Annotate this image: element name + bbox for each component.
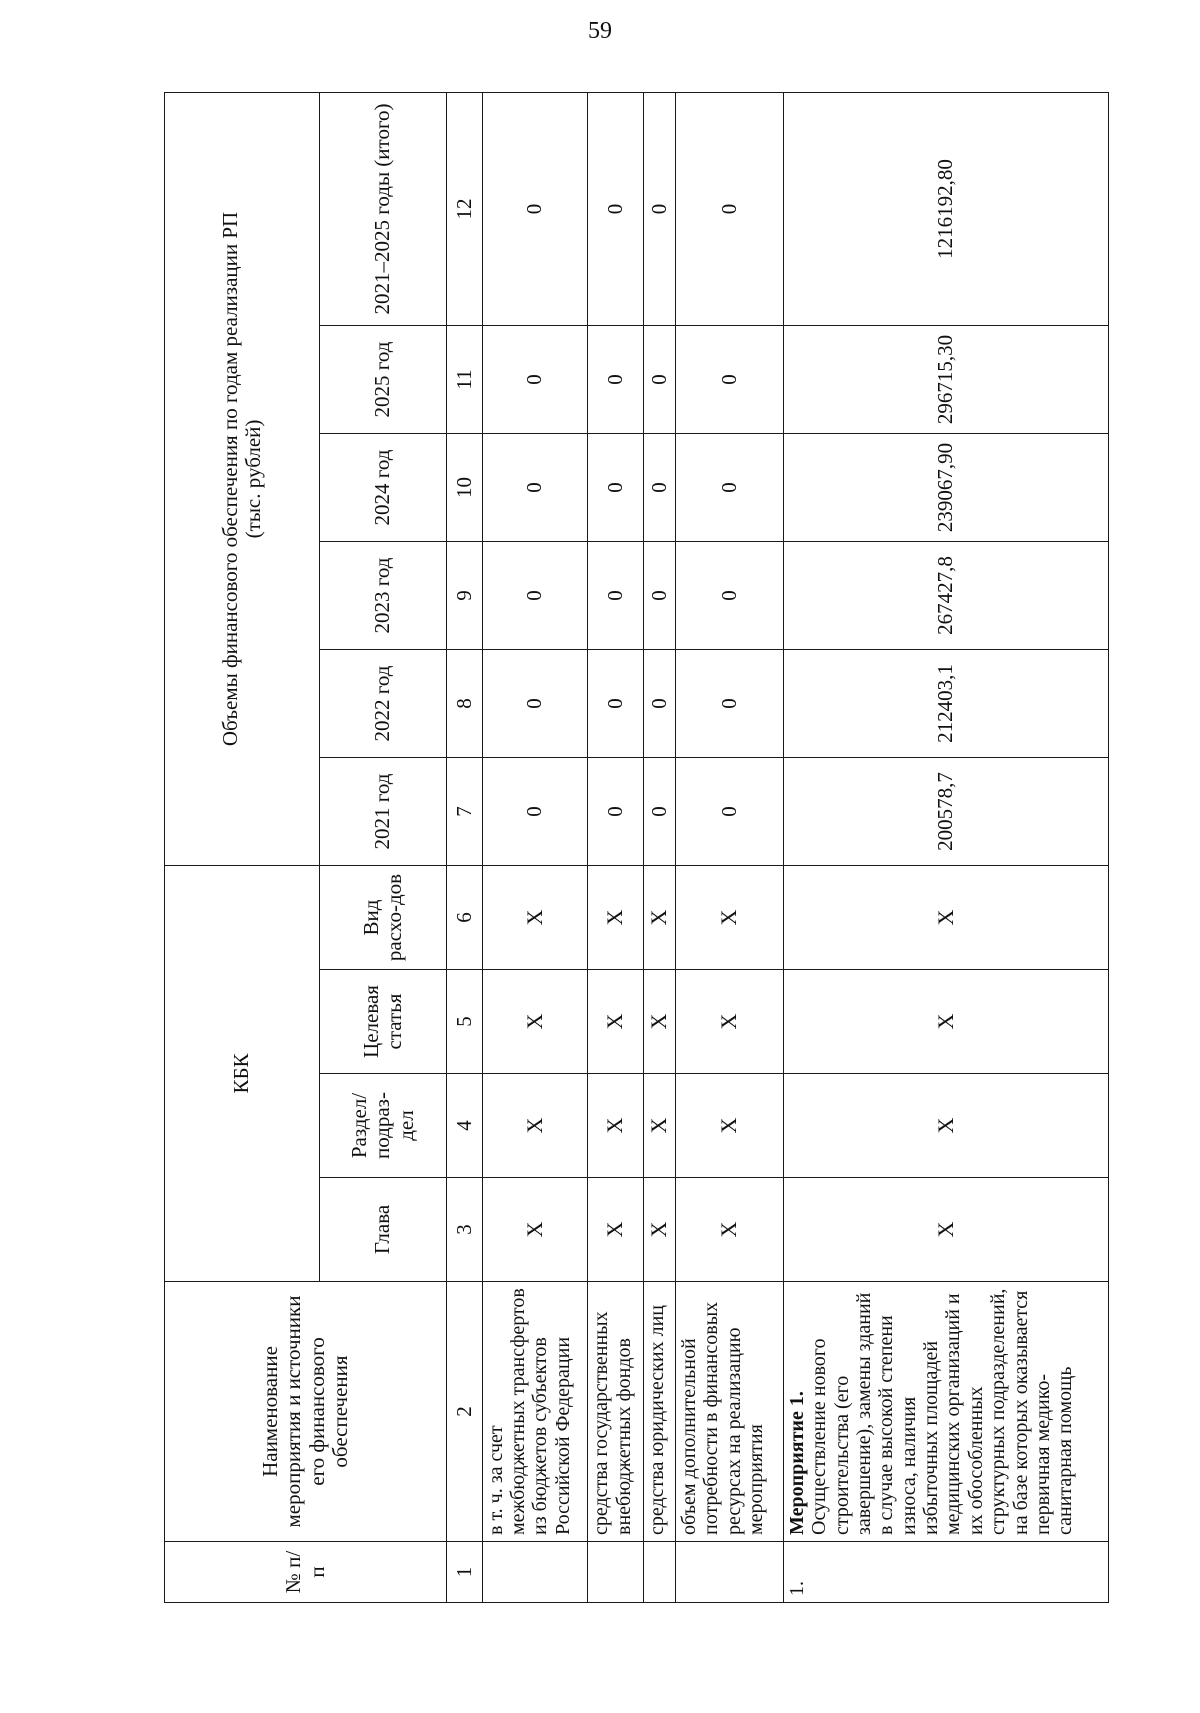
table-row: [588, 92, 644, 1602]
header-row-top: [165, 92, 320, 1602]
row-glava: X: [676, 1178, 784, 1282]
header-col-no: № п/п: [165, 1542, 447, 1603]
row-no: [588, 1542, 644, 1603]
col-number: 2: [447, 1282, 483, 1542]
rotated-table-container: [164, 93, 1109, 1603]
row-razdel: X: [482, 1074, 588, 1178]
col-number: 8: [447, 649, 483, 757]
row-no: [676, 1542, 784, 1603]
row-total: 0: [588, 92, 644, 325]
table-row: [676, 92, 784, 1602]
row-vid: X: [482, 865, 588, 969]
header-kbk-vid: Вид расхо-дов: [320, 865, 447, 969]
col-number: 4: [447, 1074, 483, 1178]
header-year-2024: 2024 год: [320, 433, 447, 541]
col-number: 12: [447, 92, 483, 325]
measure-y2023: 267427,8: [783, 541, 1108, 649]
row-name: средства государственных внебюджетных фондов: [588, 1282, 644, 1542]
measure-y2022: 212403,1: [783, 649, 1108, 757]
row-glava: X: [482, 1178, 588, 1282]
row-total: 0: [644, 92, 676, 325]
row-y2024: 0: [482, 433, 588, 541]
row-y2022: 0: [676, 649, 784, 757]
header-kbk-razdel: Раздел/ подраз-дел: [320, 1074, 447, 1178]
row-y2023: 0: [588, 541, 644, 649]
measure-text: Осуществление нового строительства (его завершение), замены зданий в случае высокой степени износа, наличия избыточных площадей медицинских организаций и их обособленных структурных подразделений, на базе которых оказывается первичная медико-санитарная помощь: [808, 1288, 1077, 1535]
row-y2024: 0: [676, 433, 784, 541]
measure-statya: X: [783, 970, 1108, 1074]
row-y2023: 0: [644, 541, 676, 649]
col-number: 6: [447, 865, 483, 969]
header-year-2022: 2022 год: [320, 649, 447, 757]
row-vid: X: [588, 865, 644, 969]
header-funding: [165, 92, 320, 865]
row-vid: X: [676, 865, 784, 969]
table-row: [482, 92, 588, 1602]
row-y2024: 0: [644, 433, 676, 541]
header-total: 2021–2025 годы (итого): [320, 92, 447, 325]
header-kbk: КБК: [165, 865, 320, 1281]
row-statya: X: [482, 970, 588, 1074]
page-number: 59: [588, 18, 612, 44]
row-vid: X: [644, 865, 676, 969]
header-year-2023: 2023 год: [320, 541, 447, 649]
row-razdel: X: [676, 1074, 784, 1178]
row-glava: X: [588, 1178, 644, 1282]
measure-razdel: X: [783, 1074, 1108, 1178]
row-y2022: 0: [482, 649, 588, 757]
row-razdel: X: [644, 1074, 676, 1178]
row-total: 0: [482, 92, 588, 325]
measure-total: 1216192,80: [783, 92, 1108, 325]
measure-y2025: 296715,30: [783, 325, 1108, 433]
row-no: [644, 1542, 676, 1603]
measure-row: [783, 92, 1108, 1602]
column-number-row: [447, 92, 483, 1602]
row-y2023: 0: [482, 541, 588, 649]
row-y2025: 0: [482, 325, 588, 433]
row-name: средства юридических лиц: [644, 1282, 676, 1542]
col-number: 5: [447, 970, 483, 1074]
header-year-2021: 2021 год: [320, 757, 447, 865]
measure-name: [783, 1282, 1108, 1542]
header-kbk-statya: Целевая статья: [320, 970, 447, 1074]
header-col-name: Наименование мероприятия и источники его финансового обеспечения: [165, 1282, 447, 1542]
row-statya: X: [588, 970, 644, 1074]
col-number: 3: [447, 1178, 483, 1282]
row-y2021: 0: [588, 757, 644, 865]
row-name: объем дополнительной потребности в финансовых ресурсах на реализацию мероприятия: [676, 1282, 784, 1542]
row-y2021: 0: [644, 757, 676, 865]
measure-no: 1.: [783, 1542, 1108, 1603]
header-funding-title: Объемы финансового обеспечения по годам реализации РП: [217, 211, 242, 747]
table-row: [644, 92, 676, 1602]
col-number: 1: [447, 1542, 483, 1603]
row-statya: X: [676, 970, 784, 1074]
col-number: 7: [447, 757, 483, 865]
measure-y2024: 239067,90: [783, 433, 1108, 541]
financing-table: [164, 92, 1109, 1603]
col-number: 11: [447, 325, 483, 433]
row-glava: X: [644, 1178, 676, 1282]
row-statya: X: [644, 970, 676, 1074]
row-y2022: 0: [588, 649, 644, 757]
header-funding-unit: (тыс. рублей): [241, 419, 266, 539]
row-y2022: 0: [644, 649, 676, 757]
row-name: в т. ч. за счет межбюджетных трансфертов из бюджетов субъектов Российской Федерации: [482, 1282, 588, 1542]
row-total: 0: [676, 92, 784, 325]
row-y2024: 0: [588, 433, 644, 541]
col-number: 10: [447, 433, 483, 541]
measure-glava: X: [783, 1178, 1108, 1282]
header-kbk-glava: Глава: [320, 1178, 447, 1282]
row-y2025: 0: [588, 325, 644, 433]
row-y2023: 0: [676, 541, 784, 649]
measure-vid: X: [783, 865, 1108, 969]
measure-y2021: 200578,7: [783, 757, 1108, 865]
row-y2025: 0: [644, 325, 676, 433]
row-y2021: 0: [676, 757, 784, 865]
measure-title: Мероприятие 1.: [785, 1391, 808, 1535]
row-y2025: 0: [676, 325, 784, 433]
row-y2021: 0: [482, 757, 588, 865]
col-number: 9: [447, 541, 483, 649]
header-year-2025: 2025 год: [320, 325, 447, 433]
row-razdel: X: [588, 1074, 644, 1178]
row-no: [482, 1542, 588, 1603]
